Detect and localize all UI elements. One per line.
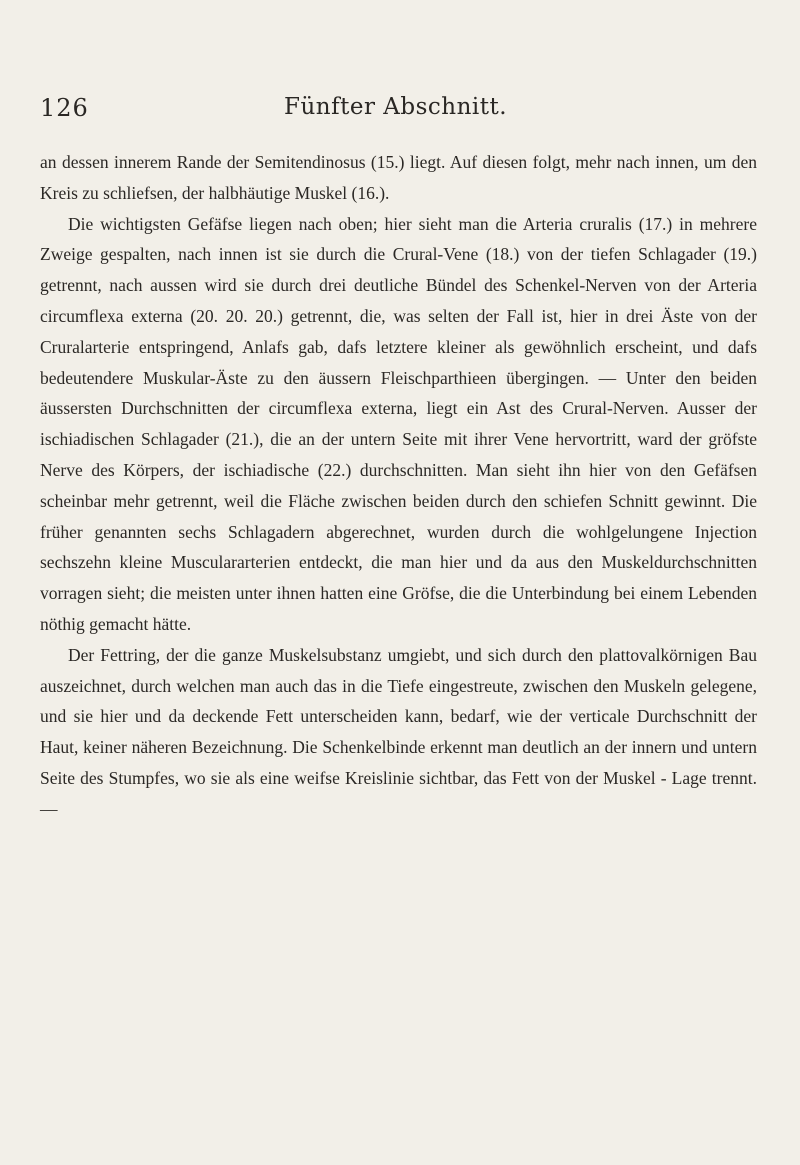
chapter-title: Fünfter Abschnitt. [284, 94, 508, 120]
paragraph-continuation: an dessen innerem Rande der Semitendinosus (15.) liegt. Auf diesen folgt, mehr nach innen, um den Kreis zu schliefsen, der halbhäutige Muskel (16.). [40, 152, 757, 203]
page-number: 126 [40, 94, 89, 122]
paragraph-fat-ring: Der Fettring, der die ganze Muskelsubstanz umgiebt, und sich durch den plattovalkörnigen Bau auszeichnet, durch welchen man auch das in die Tiefe eingestreute, zwischen den Muskeln gelegene, und sie hier und da deckende Fett unterscheiden kann, bedarf, wie der verticale Durchschnitt der Haut, keiner näheren Bezeichnung. Die Schenkelbinde erkennt man deutlich an der innern und untern Seite des Stumpfes, wo sie als eine weifse Kreislinie sichtbar, das Fett von der Muskel - Lage trennt. — [40, 644, 757, 819]
running-head [40, 94, 760, 126]
paragraph-vessels: Die wichtigsten Gefäfse liegen nach oben; hier sieht man die Arteria cruralis (17.) in mehrere Zweige gespalten, nach innen ist sie durch die Crural-Vene (18.) von der tiefen Schlagader (19.) getrennt, nach aussen wird sie durch drei deutliche Bündel des Schenkel-Nerven von der Arteria circumflexa externa (20. 20. 20.) getrennt, die, was selten der Fall ist, hier in drei Äste von der Cruralarterie entspringend, Anlafs gab, dafs letztere kleiner als gewöhnlich erscheint, und dafs bedeutendere Muskular-Äste zu den äussern Fleischparthieen übergingen. — Unter den beiden äussersten Durchschnitten der circumflexa externa, liegt ein Ast des Crural-Nerven. Ausser der ischiadischen Schlagader (21.), die an der untern Seite mit ihrer Vene hervortritt, ward der gröfste Nerve des Körpers, der ischiadische (22.) durchschnitten. Man sieht ihn hier von den Gefäfsen scheinbar mehr getrennt, weil die Fläche zwischen beiden durch den schiefen Schnitt gewinnt. Die früher genannten sechs Schlagadern abgerechnet, wurden durch die wohlgelungene Injection sechszehn kleine Musculararterien entdeckt, die man hier und da aus den Muskeldurchschnitten vorragen sieht; die meisten unter ihnen hatten eine Gröfse, die die Unterbindung bei einem Lebenden nöthig gemacht hätte. [40, 213, 757, 634]
body-text [40, 147, 757, 825]
